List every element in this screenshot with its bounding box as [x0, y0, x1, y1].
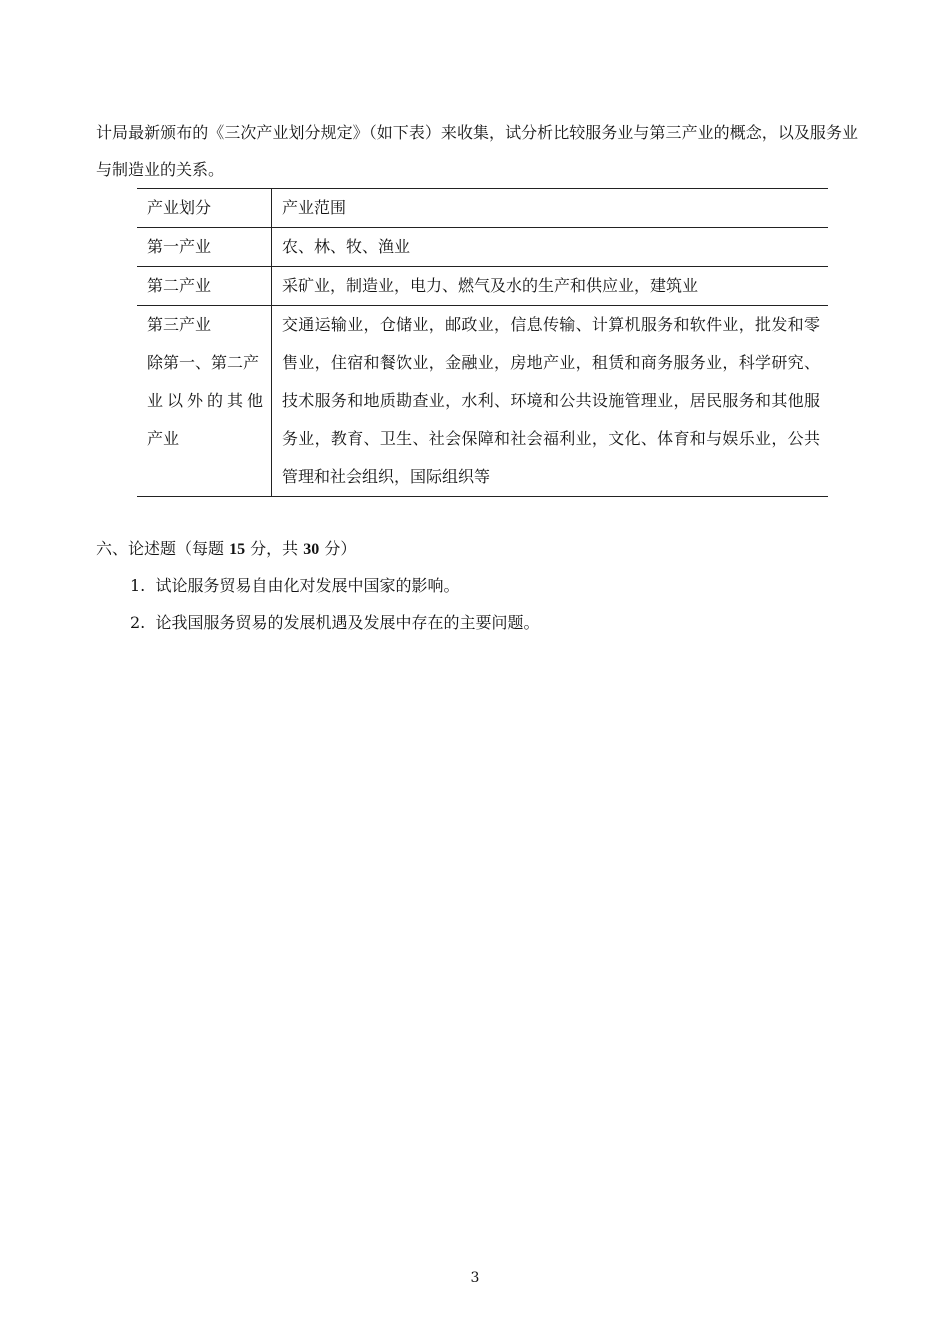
section-mid: 分，共	[245, 539, 304, 558]
section-points-per: 15	[229, 541, 246, 558]
category-cell	[137, 306, 272, 497]
category-line: 产业	[147, 429, 180, 448]
table-header-row	[137, 189, 828, 228]
category-cell: 第二产业	[137, 267, 272, 306]
scope-cell: 交通运输业，仓储业，邮政业，信息传输、计算机服务和软件业，批发和零售业，住宿和餐饮业，金融业，房地产业，租赁和商务服务业，科学研究、技术服务和地质勘查业，水利、环境和公共设施管理业，居民服务和其他服务业，教育、卫生、社会保障和社会福利业，文化、体育和与娱乐业，公共管理和社会组织，国际组织等	[272, 306, 829, 497]
scope-cell: 农、林、牧、渔业	[272, 228, 829, 267]
page-number: 3	[470, 1270, 480, 1286]
intro-paragraph: 计局最新颁布的《三次产业划分规定》（如下表）来收集，试分析比较服务业与第三产业的概念，以及服务业与制造业的关系。	[96, 123, 858, 179]
section-prefix: 六、论述题（每题	[96, 539, 230, 558]
section-suffix: 分）	[319, 539, 357, 558]
section-heading	[96, 530, 356, 568]
header-cell-division: 产业划分	[137, 189, 272, 228]
category-line: 除第一、第二产	[147, 353, 260, 372]
scope-cell: 采矿业，制造业，电力、燃气及水的生产和供应业，建筑业	[272, 267, 829, 306]
category-line: 业以外的其他	[147, 391, 263, 410]
question-item: 1. 试论服务贸易自由化对发展中国家的影响。	[130, 576, 460, 595]
industry-classification-table	[137, 188, 828, 497]
category-cell: 第一产业	[137, 228, 272, 267]
section-points-total: 30	[303, 541, 320, 558]
table-row	[137, 267, 828, 306]
category-line: 第三产业	[147, 315, 212, 334]
header-cell-scope: 产业范围	[272, 189, 829, 228]
table-row	[137, 306, 828, 497]
table-row	[137, 228, 828, 267]
question-item: 2. 论我国服务贸易的发展机遇及发展中存在的主要问题。	[130, 613, 540, 632]
